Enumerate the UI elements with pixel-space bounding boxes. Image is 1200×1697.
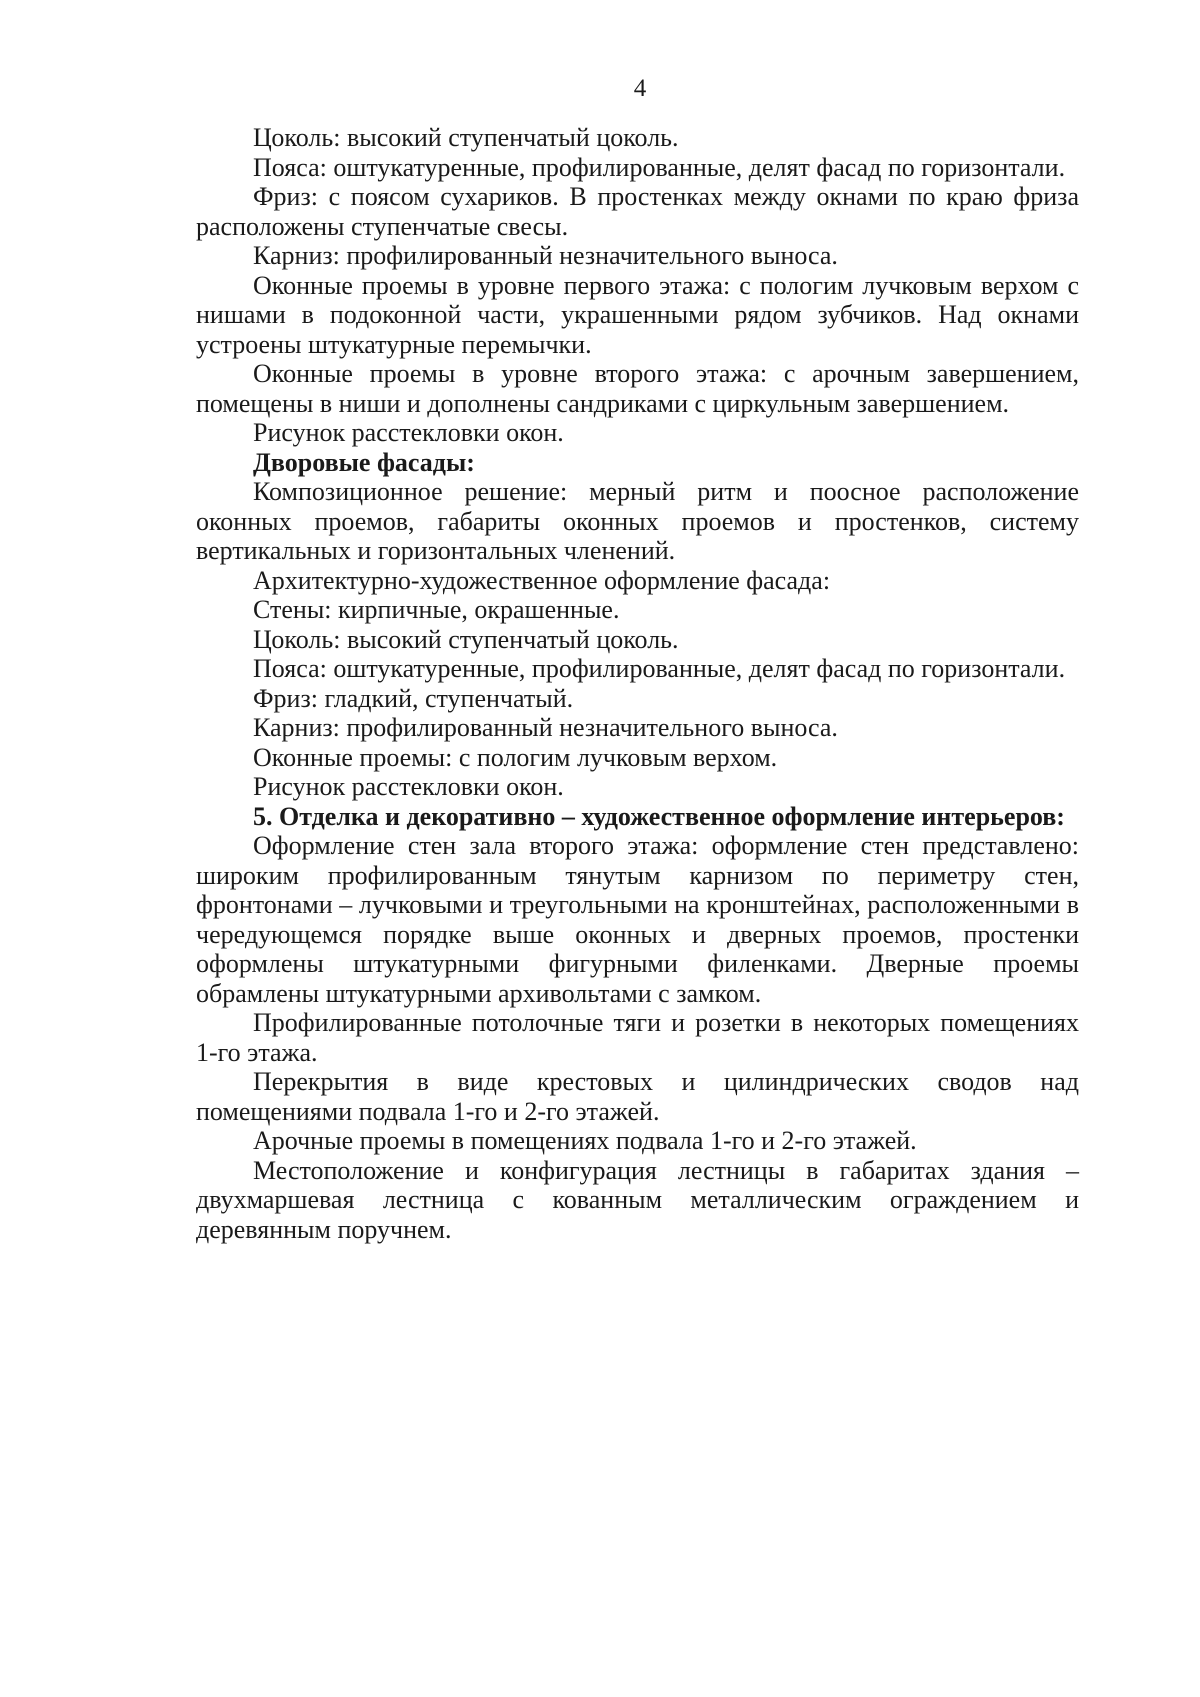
paragraph: Перекрытия в виде крестовых и цилиндрических сводов над помещениями подвала 1-го и 2-го этажей. xyxy=(196,1067,1079,1126)
page-number: 4 xyxy=(633,75,647,102)
paragraph: Оконные проемы в уровне второго этажа: с арочным завершением, помещены в ниши и дополнены сандриками с циркульным завершением. xyxy=(196,359,1079,418)
paragraph: Местоположение и конфигурация лестницы в габаритах здания – двухмаршевая лестница с кованным металлическим ограждением и деревянным поручнем. xyxy=(196,1155,1079,1244)
paragraph: Оформление стен зала второго этажа: оформление стен представлено: широким профилированным тянутым карнизом по периметру стен, фронтонами – лучковыми и треугольными на кронштейнах, расположенными в чередующемся порядке выше оконных и дверных проемов, простенки оформлены штукатурными фигурными филенками. Дверные проемы обрамлены штукатурными архивольтами с замком. xyxy=(196,831,1079,1008)
paragraph: Профилированные потолочные тяги и розетки в некоторых помещениях 1-го этажа. xyxy=(196,1008,1079,1067)
paragraph: Оконные проемы в уровне первого этажа: с пологим лучковым верхом с нишами в подоконной части, украшенными рядом зубчиков. Над окнами устроены штукатурные перемычки. xyxy=(196,270,1079,359)
paragraph: Карниз: профилированный незначительного выноса. xyxy=(253,241,838,270)
paragraph: Рисунок расстекловки окон. xyxy=(253,418,564,447)
paragraph: Композиционное решение: мерный ритм и поосное расположение оконных проемов, габариты оконных проемов и простенков, систему вертикальных и горизонтальных членений. xyxy=(196,477,1079,565)
paragraph: Цоколь: высокий ступенчатый цоколь. xyxy=(253,624,679,654)
section-heading: 5. Отделка и декоративно – художественное оформление интерьеров: xyxy=(253,801,1065,831)
paragraph: Фриз: гладкий, ступенчатый. xyxy=(253,683,574,713)
paragraph: Пояса: оштукатуренные, профилированные, делят фасад по горизонтали. xyxy=(253,654,1066,683)
paragraph: Арочные проемы в помещениях подвала 1-го и 2-го этажей. xyxy=(253,1126,917,1155)
paragraph: Фриз: с поясом сухариков. В простенках между окнами по краю фриза расположены ступенчатые свесы. xyxy=(196,182,1079,241)
paragraph: Карниз: профилированный незначительного выноса. xyxy=(253,713,838,742)
section-heading: Дворовые фасады: xyxy=(253,447,475,477)
paragraph: Стены: кирпичные, окрашенные. xyxy=(253,595,620,624)
paragraph: Пояса: оштукатуренные, профилированные, делят фасад по горизонтали. xyxy=(253,152,1066,182)
paragraph: Оконные проемы: с пологим лучковым верхом. xyxy=(253,742,778,772)
paragraph: Рисунок расстекловки окон. xyxy=(253,772,564,801)
paragraph: Цоколь: высокий ступенчатый цоколь. xyxy=(253,123,679,152)
document-body xyxy=(196,123,1079,1244)
paragraph: Архитектурно-художественное оформление фасада: xyxy=(253,565,831,595)
